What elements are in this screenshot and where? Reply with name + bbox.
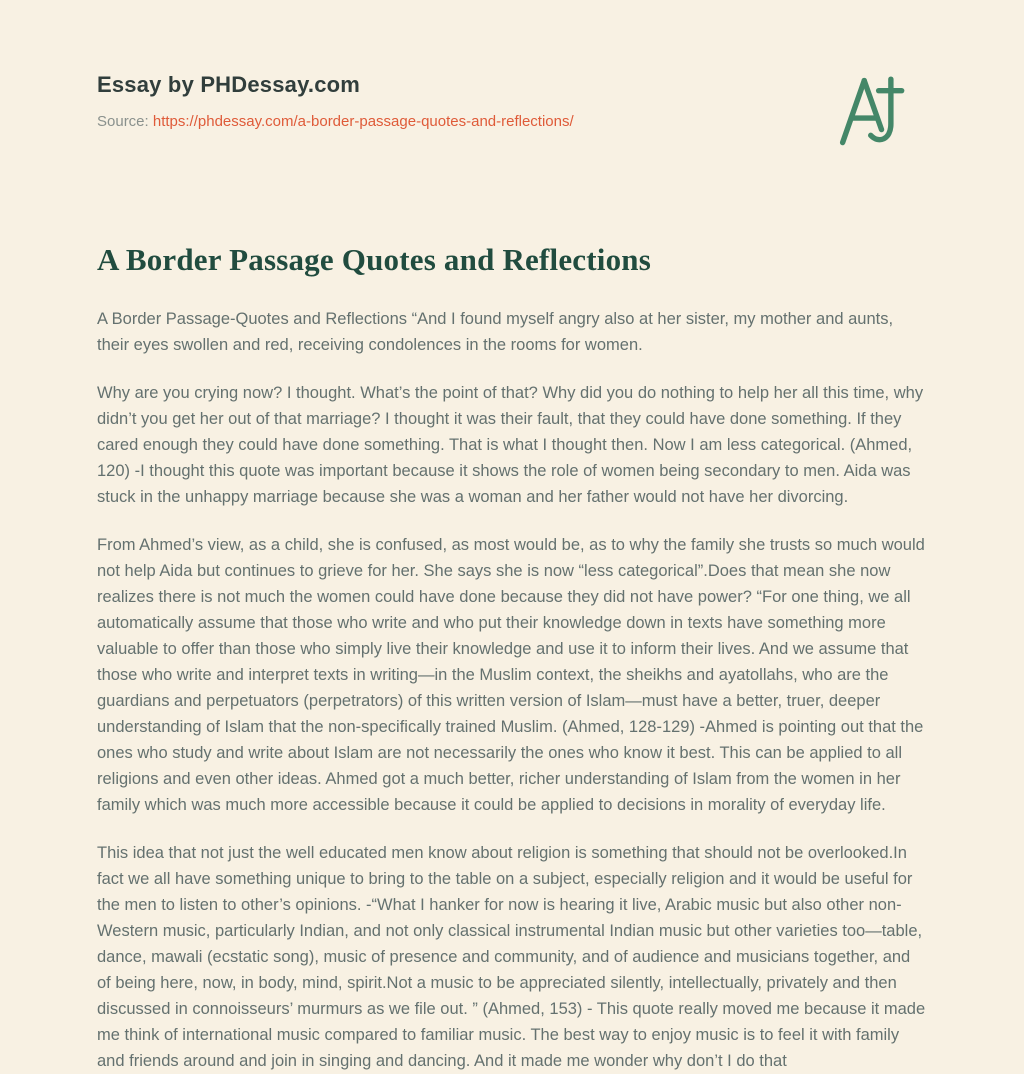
essay-paragraph: This idea that not just the well educated men know about religion is something that should not be overlooked.In fact we all have something unique to bring to the table on a subject, especially religion and it would be useful for the men to listen to other’s opinions. -“What I hanker for now is hearing it live, Arabic music but also other non-Western music, particularly Indian, and not only classical instrumental Indian music but other varieties too—table, dance, mawali (ecstatic song), music of presence and community, and of audience and musicians together, and of being here, now, in body, mind, spirit.Not a music to be appreciated silently, intellectually, privately and then discussed in connoisseurs’ murmurs as we file out. ” (Ahmed, 153) - This quote really moved me because it made me think of international music compared to familiar music. The best way to enjoy music is to feel it with family and friends around and join in singing and dancing. And it made me wonder why don’t I do that <box>97 844 926 1070</box>
essay-paragraph: From Ahmed’s view, as a child, she is confused, as most would be, as to why the family she trusts so much would not help Aida but continues to grieve for her. She says she is now “less categorical”.Does that mean she now realizes there is not much the women could have done because they did not have power? “For one thing, we all automatically assume that those who write and who put their knowledge down in texts have something more valuable to offer than those who simply live their knowledge and use it to inform their lives. And we assume that those who write and interpret texts in writing—in the Muslim context, the sheikhs and ayatollahs, who are the guardians and perpetuators (perpetrators) of this written version of Islam—must have a better, truer, deeper understanding of Islam that the non-specifically trained Muslim. (Ahmed, 128-129) -Ahmed is pointing out that the ones who study and write about Islam are not necessarily the ones who know it best. This can be applied to all religions and even other ideas. Ahmed got a much better, richer understanding of Islam from the women in her family which was much more accessible because it could be applied to decisions in morality of everyday life. <box>97 536 925 814</box>
essay-paragraph: A Border Passage-Quotes and Reflections “And I found myself angry also at her sister, my mother and aunts, their eyes swollen and red, receiving condolences in the rooms for women. <box>97 310 894 354</box>
site-header-title: Essay by PHDessay.com <box>97 72 361 97</box>
essay-body <box>97 306 928 1074</box>
source-label: Source: <box>97 113 149 130</box>
essay-title: A Border Passage Quotes and Reflections <box>97 242 652 277</box>
phdessay-logo-icon <box>834 68 906 158</box>
essay-paragraph: Why are you crying now? I thought. What’s the point of that? Why did you do nothing to help her all this time, why didn’t you get her out of that marriage? I thought it was their fault, that they could have done something. If they cared enough they could have done something. That is what I thought then. Now I am less categorical. (Ahmed, 120) -I thought this quote was important because it shows the role of women being secondary to men. Aida was stuck in the unhappy marriage because she was a woman and her father would not have her divorcing. <box>97 384 924 506</box>
source-link[interactable]: https://phdessay.com/a-border-passage-quotes-and-reflections/ <box>152 113 574 130</box>
header-text-block <box>97 72 574 130</box>
logo-strokes <box>843 79 902 142</box>
page-header <box>97 72 928 158</box>
source-line <box>97 113 574 130</box>
